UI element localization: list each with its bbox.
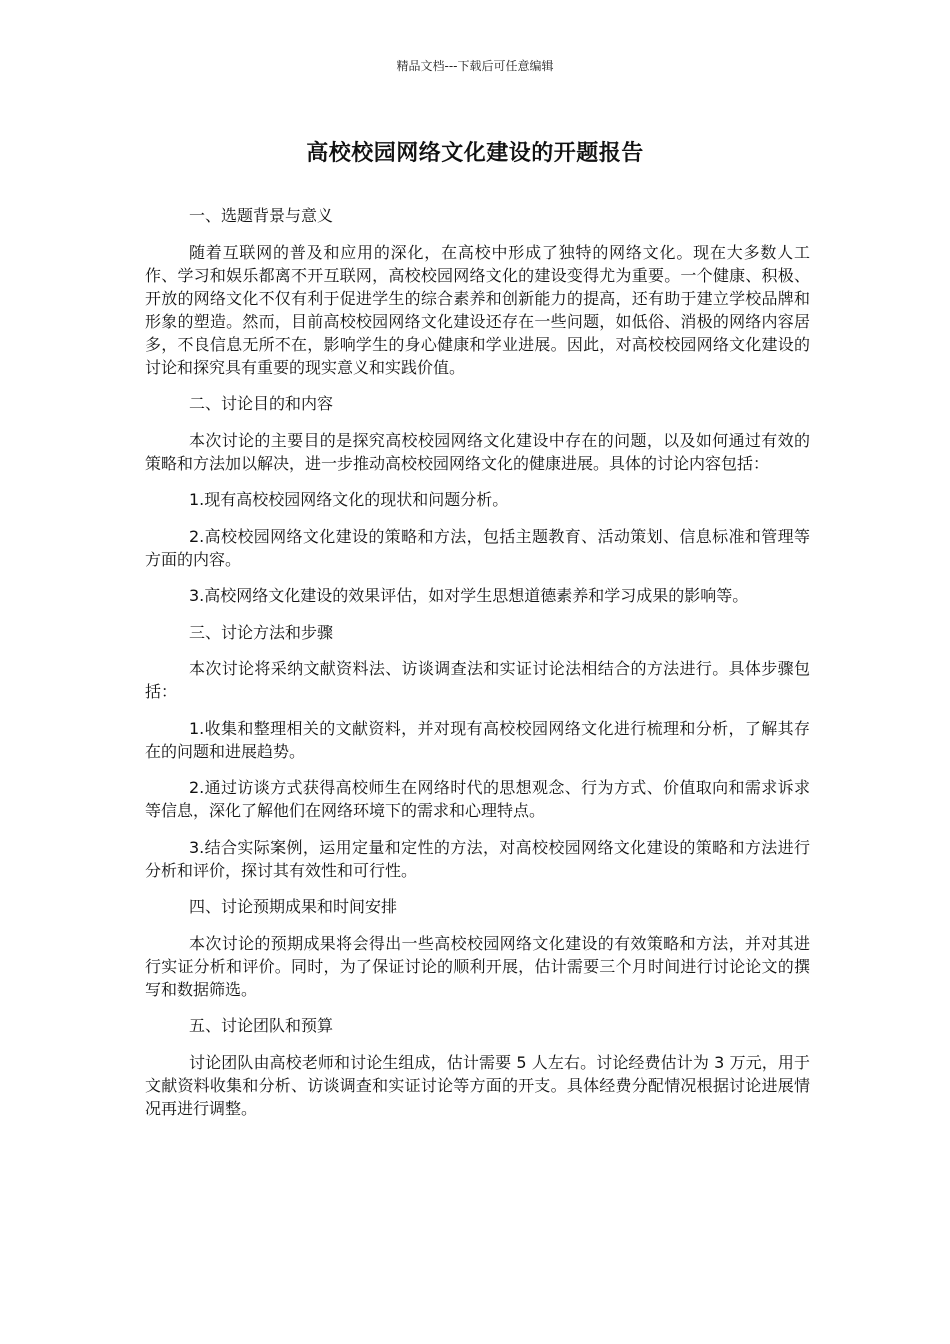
list-item: 2.高校校园网络文化建设的策略和方法，包括主题教育、活动策划、信息标准和管理等方面的内容。 xyxy=(145,526,810,569)
list-item: 1.现有高校校园网络文化的现状和问题分析。 xyxy=(189,490,509,509)
page-header: 精品文档---下载后可任意编辑 xyxy=(396,59,554,73)
document-body xyxy=(145,204,810,1133)
section-heading: 二、讨论目的和内容 xyxy=(189,394,334,413)
section-heading: 五、讨论团队和预算 xyxy=(189,1016,334,1035)
body-paragraph: 本次讨论的主要目的是探究高校校园网络文化建设中存在的问题，以及如何通过有效的策略和方法加以解决，进一步推动高校校园网络文化的健康进展。具体的讨论内容包括： xyxy=(145,430,810,473)
list-item: 3.结合实际案例，运用定量和定性的方法，对高校校园网络文化建设的策略和方法进行分析和评价，探讨其有效性和可行性。 xyxy=(145,837,810,880)
list-item: 3.高校网络文化建设的效果评估，如对学生思想道德素养和学习成果的影响等。 xyxy=(189,586,749,605)
section-heading: 一、选题背景与意义 xyxy=(189,206,334,225)
body-paragraph: 讨论团队由高校老师和讨论生组成，估计需要 5 人左右。讨论经费估计为 3 万元，用于文献资料收集和分析、访谈调查和实证讨论等方面的开支。具体经费分配情况根据讨论进展情况再进行调整。 xyxy=(145,1052,810,1118)
list-item: 1.收集和整理相关的文献资料，并对现有高校校园网络文化进行梳理和分析，了解其存在的问题和进展趋势。 xyxy=(145,718,810,761)
body-paragraph: 本次讨论将采纳文献资料法、访谈调查法和实证讨论法相结合的方法进行。具体步骤包括： xyxy=(145,659,810,701)
body-paragraph: 本次讨论的预期成果将会得出一些高校校园网络文化建设的有效策略和方法，并对其进行实证分析和评价。同时，为了保证讨论的顺利开展，估计需要三个月时间进行讨论论文的撰写和数据筛选。 xyxy=(145,933,810,999)
body-paragraph: 随着互联网的普及和应用的深化，在高校中形成了独特的网络文化。现在大多数人工作、学习和娱乐都离不开互联网，高校校园网络文化的建设变得尤为重要。一个健康、积极、开放的网络文化不仅有利于促进学生的综合素养和创新能力的提高，还有助于建立学校品牌和形象的塑造。然而，目前高校校园网络文化建设还存在一些问题，如低俗、消极的网络内容居多，不良信息无所不在，影响学生的身心健康和学业进展。因此，对高校校园网络文化建设的讨论和探究具有重要的现实意义和实践价值。 xyxy=(145,242,810,377)
document-title: 高校校园网络文化建设的开题报告 xyxy=(306,141,644,166)
section-heading: 三、讨论方法和步骤 xyxy=(189,622,334,642)
section-heading: 四、讨论预期成果和时间安排 xyxy=(189,897,398,916)
list-item: 2.通过访谈方式获得高校师生在网络时代的思想观念、行为方式、价值取向和需求诉求等信息，深化了解他们在网络环境下的需求和心理特点。 xyxy=(145,778,810,820)
